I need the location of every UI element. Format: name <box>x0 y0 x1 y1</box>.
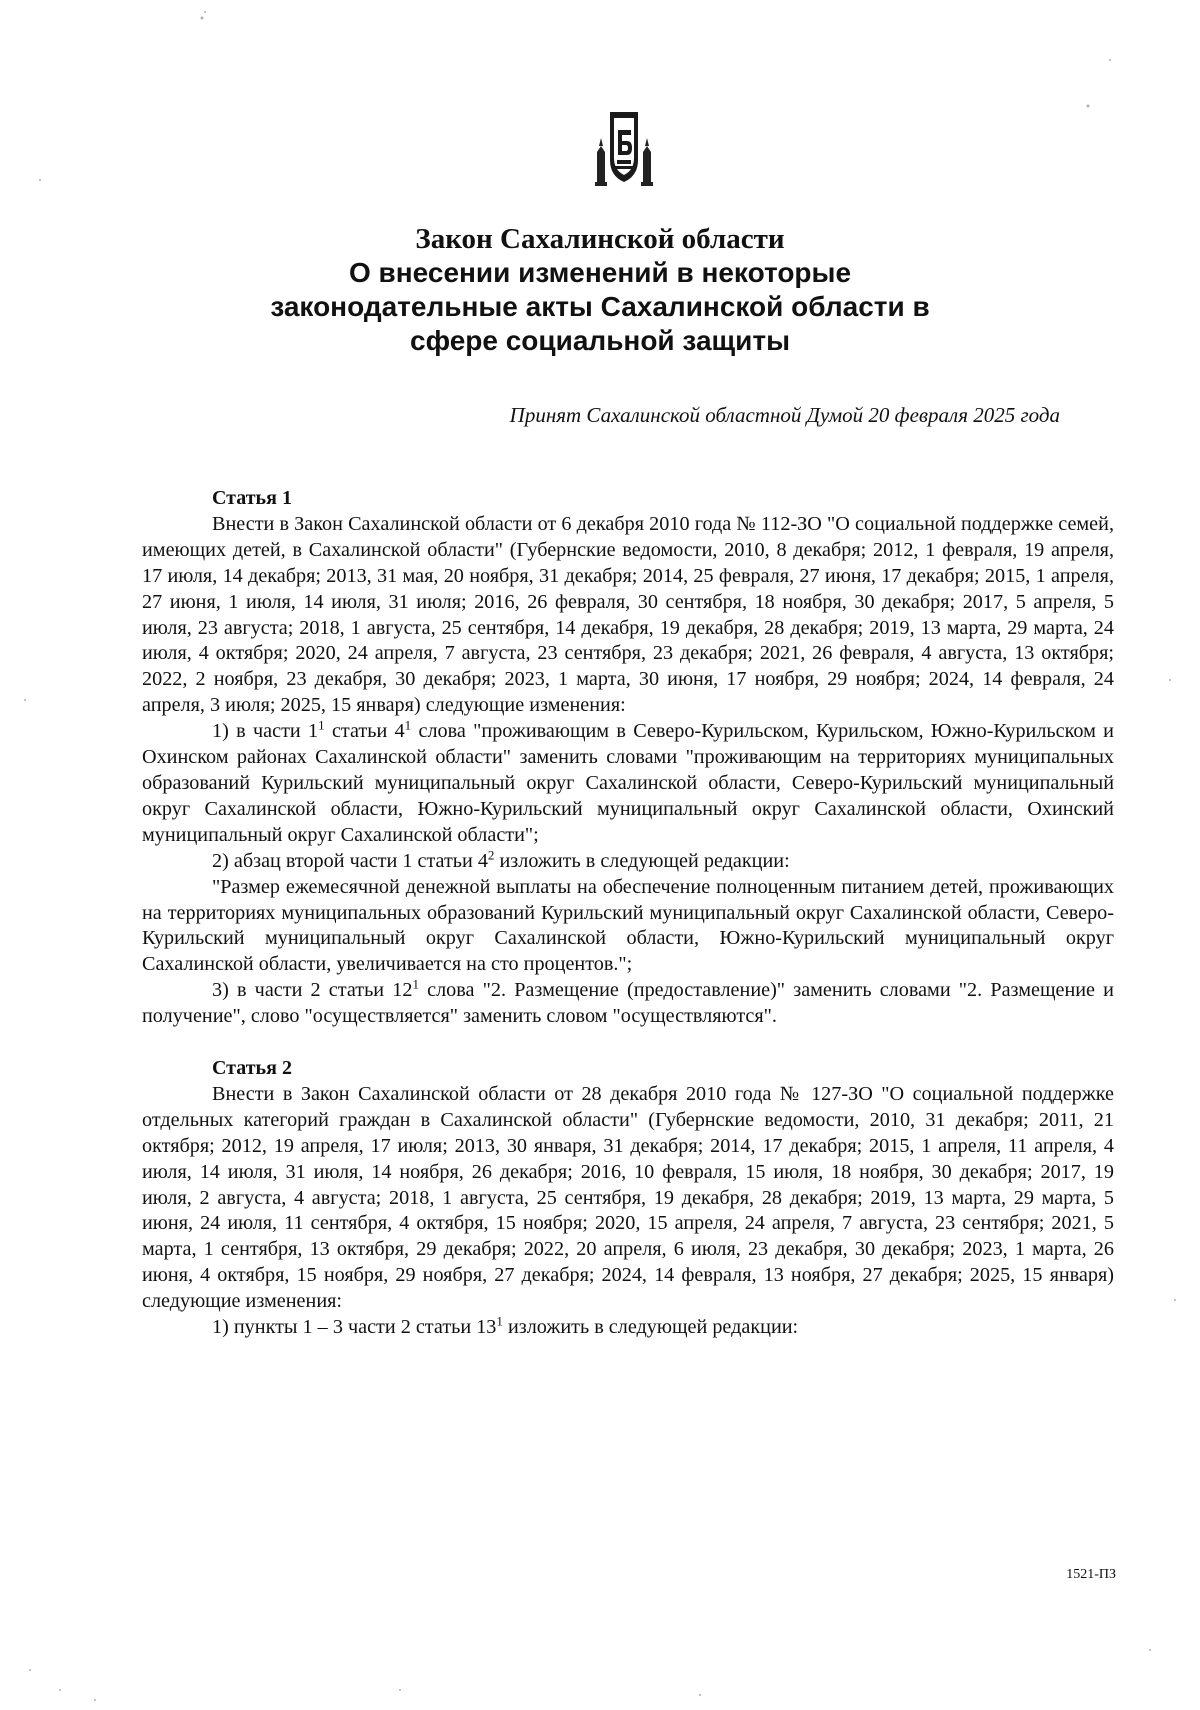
title-line-1: Закон Сахалинской области <box>415 223 785 255</box>
article-2-heading: Статья 2 <box>212 1057 292 1080</box>
title-line-3: законодательные акты Сахалинской области в <box>270 291 930 322</box>
sakhalin-coat-of-arms-icon <box>591 108 657 188</box>
article-2-item-1: 1) пункты 1 – 3 части 2 статьи $13^1$ изложить в следующей редакции: <box>212 1313 799 1339</box>
title-line-2: О внесении изменений в некоторые <box>348 257 852 288</box>
law-title <box>200 222 1000 358</box>
article-1-heading: Статья 1 <box>212 487 292 509</box>
article-1-item-2-quote: "Размер ежемесячной денежной выплаты на обеспечение полноценным питанием детей, проживающих на территориях муниципальных образований Курильский муниципальный округ Сахалинской области, Северо-Курильский муниципальный округ Сахалинской области, Южно-Курильский муниципальный округ Сахалинской области, увеличивается на сто процентов."; <box>142 875 1114 976</box>
article-gap <box>142 1030 1114 1056</box>
article-1-intro: Внести в Закон Сахалинской области от 6 декабря 2010 года № 112-ЗО "О социальной поддержке семей, имеющих детей, в Сахалинской области" (Губернские ведомости, 2010, 8 декабря; 2012, 1 февраля, 19 апреля, 17 июля, 14 декабря; 2013, 31 мая, 20 ноября, 31 декабря; 2014, 25 февраля, 27 июня, 17 декабря; 2015, 1 апреля, 27 июня, 1 июля, 14 июля, 31 июля; 2016, 26 февраля, 30 сентября, 18 ноября, 30 декабря; 2017, 5 апреля, 5 июля, 23 августа; 2018, 1 августа, 25 сентября, 14 декабря, 19 декабря, 28 декабря; 2019, 13 марта, 29 марта, 24 июля, 4 октября; 2020, 24 апреля, 7 августа, 23 сентября, 23 декабря; 2021, 26 февраля, 4 августа, 13 октября; 2022, 2 ноября, 23 декабря, 30 декабря; 2023, 1 марта, 30 июня, 17 ноября, 29 ноября; 2024, 14 февраля, 24 апреля, 3 июля; 2025, 15 января) следующие изменения: <box>142 512 1114 717</box>
article-1-item-2: 2) абзац второй части 1 статьи $4^2$ изложить в следующей редакции: <box>212 846 790 872</box>
article-1-item-1: 1) в части $1^1$ статьи $4^1$ слова "проживающим в Северо-Курильском, Курильском, Южно-Курильском и Охинском районах Сахалинской области" заменить словами "проживающим на территориях муниципальных образований Курильский муниципальный округ Сахалинской области, Северо-Курильский муниципальный округ Сахалинской области, Южно-Курильский муниципальный округ Сахалинской области, Охинский муниципальный округ Сахалинской области"; <box>142 717 1114 846</box>
article-1-item-3: 3) в части 2 статьи $12^1$ слова "2. Размещение (предоставление)" заменить словами "2. Размещение и получение", слово "осуществляется" заменить словом "осуществляются". <box>142 976 1114 1028</box>
title-line-4: сфере социальной защиты <box>410 325 790 356</box>
adoption-note: Принят Сахалинской областной Думой 20 февраля 2025 года <box>509 403 1060 427</box>
article-2-intro: Внести в Закон Сахалинской области от 28 декабря 2010 года № 127-ЗО "О социальной поддержке отдельных категорий граждан в Сахалинской области" (Губернские ведомости, 2010, 31 декабря; 2011, 21 октября; 2012, 19 апреля, 17 июля; 2013, 30 января, 31 декабря; 2014, 17 декабря; 2015, 1 апреля, 11 апреля, 4 июля, 14 июля, 31 июля, 14 ноября, 26 декабря; 2016, 10 февраля, 15 июля, 18 ноября, 30 декабря; 2017, 19 июля, 2 августа, 4 августа; 2018, 1 августа, 25 сентября, 19 декабря, 28 декабря; 2019, 13 марта, 29 марта, 5 июня, 24 июля, 11 сентября, 4 октября, 15 ноября; 2020, 15 апреля, 24 апреля, 7 августа, 23 сентября; 2021, 5 марта, 1 сентября, 13 октября, 29 декабря; 2022, 20 апреля, 6 июля, 23 декабря, 30 декабря; 2023, 1 марта, 26 июня, 4 октября, 15 ноября, 29 ноября, 27 декабря; 2024, 14 февраля, 13 ноября, 27 декабря; 2025, 15 января) следующие изменения: <box>142 1082 1114 1313</box>
document-code: 1521-ПЗ <box>1066 1567 1116 1582</box>
law-body <box>142 486 1114 1341</box>
